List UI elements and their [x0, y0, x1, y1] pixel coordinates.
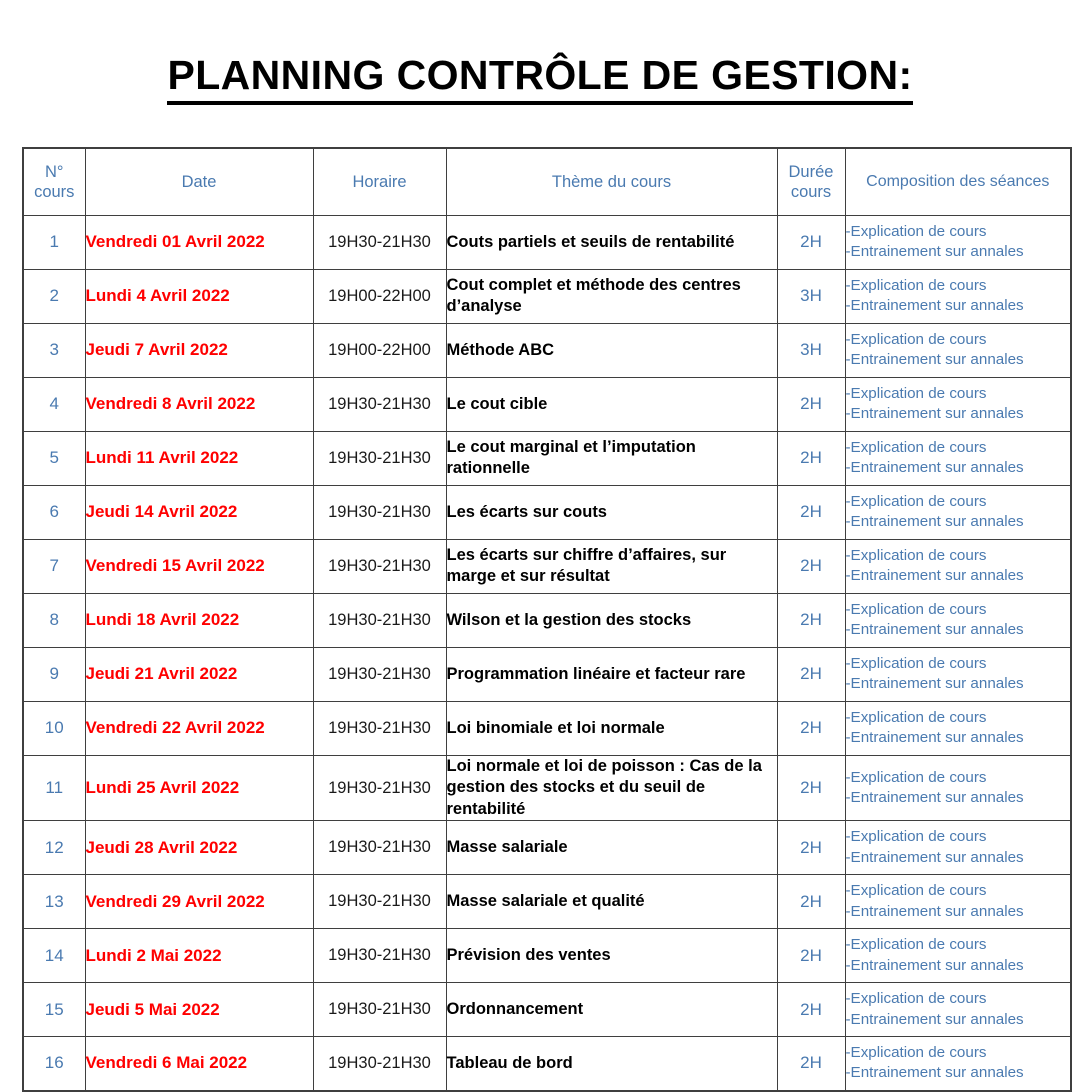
cell-horaire: 19H30-21H30: [313, 431, 446, 485]
cell-date: Lundi 11 Avril 2022: [85, 431, 313, 485]
table-row: [23, 983, 1071, 1037]
cell-composition: [845, 875, 1071, 929]
cell-composition: [845, 983, 1071, 1037]
cell-date: Vendredi 8 Avril 2022: [85, 377, 313, 431]
cell-theme: Le cout marginal et l’imputation rationnelle: [446, 431, 777, 485]
cell-course-number: 5: [23, 431, 85, 485]
page-title: PLANNING CONTRÔLE DE GESTION:: [167, 53, 912, 105]
cell-date: Vendredi 01 Avril 2022: [85, 215, 313, 269]
cell-date: Vendredi 6 Mai 2022: [85, 1037, 313, 1091]
composition-line-1: -Explication de cours: [845, 828, 987, 846]
cell-course-number: 15: [23, 983, 85, 1037]
table-row: [23, 377, 1071, 431]
cell-composition: [845, 701, 1071, 755]
composition-line-2: -Entrainement sur annales: [845, 789, 1024, 806]
composition-line-2: -Entrainement sur annales: [845, 567, 1024, 585]
cell-date: Vendredi 15 Avril 2022: [85, 539, 313, 593]
cell-theme: Masse salariale: [446, 821, 777, 875]
cell-duree: 3H: [777, 323, 845, 377]
cell-duree: 2H: [777, 647, 845, 701]
composition-line-1: -Explication de cours: [845, 546, 987, 564]
cell-theme: Loi normale et loi de poisson : Cas de la gestion des stocks et du seuil de rentabilité: [446, 755, 777, 820]
cell-course-number: 6: [23, 485, 85, 539]
table-body: [23, 215, 1071, 1090]
cell-theme: Loi binomiale et loi normale: [446, 701, 777, 755]
cell-composition: [845, 593, 1071, 647]
cell-composition: [845, 215, 1071, 269]
cell-date: Vendredi 29 Avril 2022: [85, 875, 313, 929]
cell-horaire: 19H30-21H30: [313, 983, 446, 1037]
table-row: [23, 929, 1071, 983]
cell-theme: Tableau de bord: [446, 1037, 777, 1091]
composition-line-2: -Entrainement sur annales: [845, 405, 1024, 423]
cell-date: Jeudi 21 Avril 2022: [85, 647, 313, 701]
cell-horaire: 19H30-21H30: [313, 755, 446, 820]
cell-theme: Méthode ABC: [446, 323, 777, 377]
table-row: [23, 323, 1071, 377]
composition-line-2: -Entrainement sur annales: [845, 675, 1024, 693]
table-row: [23, 269, 1071, 323]
planning-table-container: [22, 147, 1070, 1092]
cell-course-number: 7: [23, 539, 85, 593]
table-row: [23, 647, 1071, 701]
table-row: [23, 431, 1071, 485]
cell-composition: [845, 485, 1071, 539]
cell-theme: Wilson et la gestion des stocks: [446, 593, 777, 647]
cell-horaire: 19H30-21H30: [313, 1037, 446, 1091]
cell-horaire: 19H30-21H30: [313, 821, 446, 875]
table-row: [23, 821, 1071, 875]
cell-course-number: 1: [23, 215, 85, 269]
cell-course-number: 8: [23, 593, 85, 647]
composition-line-1: -Explication de cours: [845, 384, 987, 402]
column-header-course-number-line1: N°: [44, 162, 64, 181]
cell-course-number: 2: [23, 269, 85, 323]
cell-date: Jeudi 7 Avril 2022: [85, 323, 313, 377]
cell-theme: Cout complet et méthode des centres d’analyse: [446, 269, 777, 323]
cell-composition: [845, 539, 1071, 593]
cell-course-number: 12: [23, 821, 85, 875]
cell-theme: Les écarts sur chiffre d’affaires, sur marge et sur résultat: [446, 539, 777, 593]
page-title-container: [0, 0, 1080, 147]
cell-theme: Masse salariale et qualité: [446, 875, 777, 929]
composition-line-1: -Explication de cours: [845, 882, 987, 900]
cell-composition: [845, 377, 1071, 431]
composition-line-2: -Entrainement sur annales: [845, 1064, 1024, 1082]
cell-composition: [845, 647, 1071, 701]
composition-line-1: -Explication de cours: [845, 1044, 987, 1062]
cell-composition: [845, 431, 1071, 485]
cell-composition: [845, 269, 1071, 323]
column-header-duree-line1: Durée: [788, 162, 834, 181]
column-header-duree-line2: cours: [790, 182, 832, 201]
composition-line-2: -Entrainement sur annales: [845, 459, 1024, 477]
composition-line-1: -Explication de cours: [845, 708, 987, 726]
composition-line-1: -Explication de cours: [845, 600, 987, 618]
cell-horaire: 19H00-22H00: [313, 269, 446, 323]
cell-date: Jeudi 5 Mai 2022: [85, 983, 313, 1037]
cell-course-number: 4: [23, 377, 85, 431]
cell-theme: Les écarts sur couts: [446, 485, 777, 539]
table-header: [23, 148, 1071, 216]
composition-line-2: -Entrainement sur annales: [845, 243, 1024, 261]
composition-line-2: -Entrainement sur annales: [845, 848, 1024, 866]
cell-duree: 2H: [777, 821, 845, 875]
cell-composition: [845, 323, 1071, 377]
cell-date: Jeudi 28 Avril 2022: [85, 821, 313, 875]
cell-theme: Programmation linéaire et facteur rare: [446, 647, 777, 701]
composition-line-2: -Entrainement sur annales: [845, 351, 1024, 369]
table-row: [23, 1037, 1071, 1091]
composition-line-1: -Explication de cours: [845, 330, 987, 348]
table-row: [23, 485, 1071, 539]
cell-horaire: 19H30-21H30: [313, 215, 446, 269]
cell-composition: [845, 821, 1071, 875]
column-header-course-number: [23, 148, 85, 216]
composition-line-1: -Explication de cours: [845, 492, 987, 510]
cell-horaire: 19H30-21H30: [313, 377, 446, 431]
composition-line-2: -Entrainement sur annales: [845, 956, 1024, 974]
planning-table: [22, 147, 1072, 1092]
cell-date: Lundi 18 Avril 2022: [85, 593, 313, 647]
cell-course-number: 9: [23, 647, 85, 701]
cell-date: Lundi 25 Avril 2022: [85, 755, 313, 820]
composition-line-2: -Entrainement sur annales: [845, 1010, 1024, 1028]
table-row: [23, 875, 1071, 929]
cell-date: Jeudi 14 Avril 2022: [85, 485, 313, 539]
cell-duree: 2H: [777, 539, 845, 593]
cell-duree: 2H: [777, 875, 845, 929]
cell-duree: 2H: [777, 431, 845, 485]
cell-course-number: 14: [23, 929, 85, 983]
cell-duree: 2H: [777, 929, 845, 983]
cell-theme: Le cout cible: [446, 377, 777, 431]
table-row: [23, 215, 1071, 269]
cell-composition: [845, 929, 1071, 983]
composition-line-1: -Explication de cours: [845, 222, 987, 240]
composition-line-1: -Explication de cours: [845, 654, 987, 672]
composition-line-2: -Entrainement sur annales: [845, 297, 1024, 315]
cell-course-number: 16: [23, 1037, 85, 1091]
composition-line-2: -Entrainement sur annales: [845, 621, 1024, 639]
cell-theme: Couts partiels et seuils de rentabilité: [446, 215, 777, 269]
cell-horaire: 19H30-21H30: [313, 929, 446, 983]
cell-duree: 2H: [777, 377, 845, 431]
cell-course-number: 10: [23, 701, 85, 755]
cell-course-number: 11: [23, 755, 85, 820]
cell-date: Lundi 2 Mai 2022: [85, 929, 313, 983]
cell-composition: [845, 755, 1071, 820]
cell-date: Lundi 4 Avril 2022: [85, 269, 313, 323]
cell-duree: 2H: [777, 485, 845, 539]
composition-line-1: -Explication de cours: [845, 276, 987, 294]
table-row: [23, 701, 1071, 755]
cell-horaire: 19H30-21H30: [313, 701, 446, 755]
composition-line-2: -Entrainement sur annales: [845, 902, 1024, 920]
cell-date: Vendredi 22 Avril 2022: [85, 701, 313, 755]
cell-duree: 2H: [777, 701, 845, 755]
cell-duree: 3H: [777, 269, 845, 323]
column-header-duree: [777, 148, 845, 216]
table-row: [23, 755, 1071, 820]
cell-theme: Prévision des ventes: [446, 929, 777, 983]
column-header-composition: Composition des séances: [845, 148, 1071, 216]
composition-line-1: -Explication de cours: [845, 990, 987, 1008]
cell-duree: 2H: [777, 593, 845, 647]
cell-course-number: 3: [23, 323, 85, 377]
cell-composition: [845, 1037, 1071, 1091]
composition-line-1: -Explication de cours: [845, 438, 987, 456]
cell-horaire: 19H30-21H30: [313, 539, 446, 593]
composition-line-1: -Explication de cours: [845, 936, 987, 954]
column-header-horaire: Horaire: [313, 148, 446, 216]
cell-horaire: 19H30-21H30: [313, 485, 446, 539]
composition-line-1: -Explication de cours: [845, 768, 987, 786]
cell-course-number: 13: [23, 875, 85, 929]
column-header-theme: Thème du cours: [446, 148, 777, 216]
column-header-course-number-line2: cours: [34, 182, 75, 201]
cell-duree: 2H: [777, 755, 845, 820]
cell-duree: 2H: [777, 983, 845, 1037]
table-row: [23, 539, 1071, 593]
composition-line-2: -Entrainement sur annales: [845, 729, 1024, 747]
table-row: [23, 593, 1071, 647]
cell-duree: 2H: [777, 1037, 845, 1091]
cell-duree: 2H: [777, 215, 845, 269]
cell-horaire: 19H30-21H30: [313, 875, 446, 929]
cell-horaire: 19H30-21H30: [313, 593, 446, 647]
column-header-date: Date: [85, 148, 313, 216]
cell-horaire: 19H00-22H00: [313, 323, 446, 377]
table-header-row: [23, 148, 1071, 216]
cell-horaire: 19H30-21H30: [313, 647, 446, 701]
composition-line-2: -Entrainement sur annales: [845, 513, 1024, 531]
cell-theme: Ordonnancement: [446, 983, 777, 1037]
